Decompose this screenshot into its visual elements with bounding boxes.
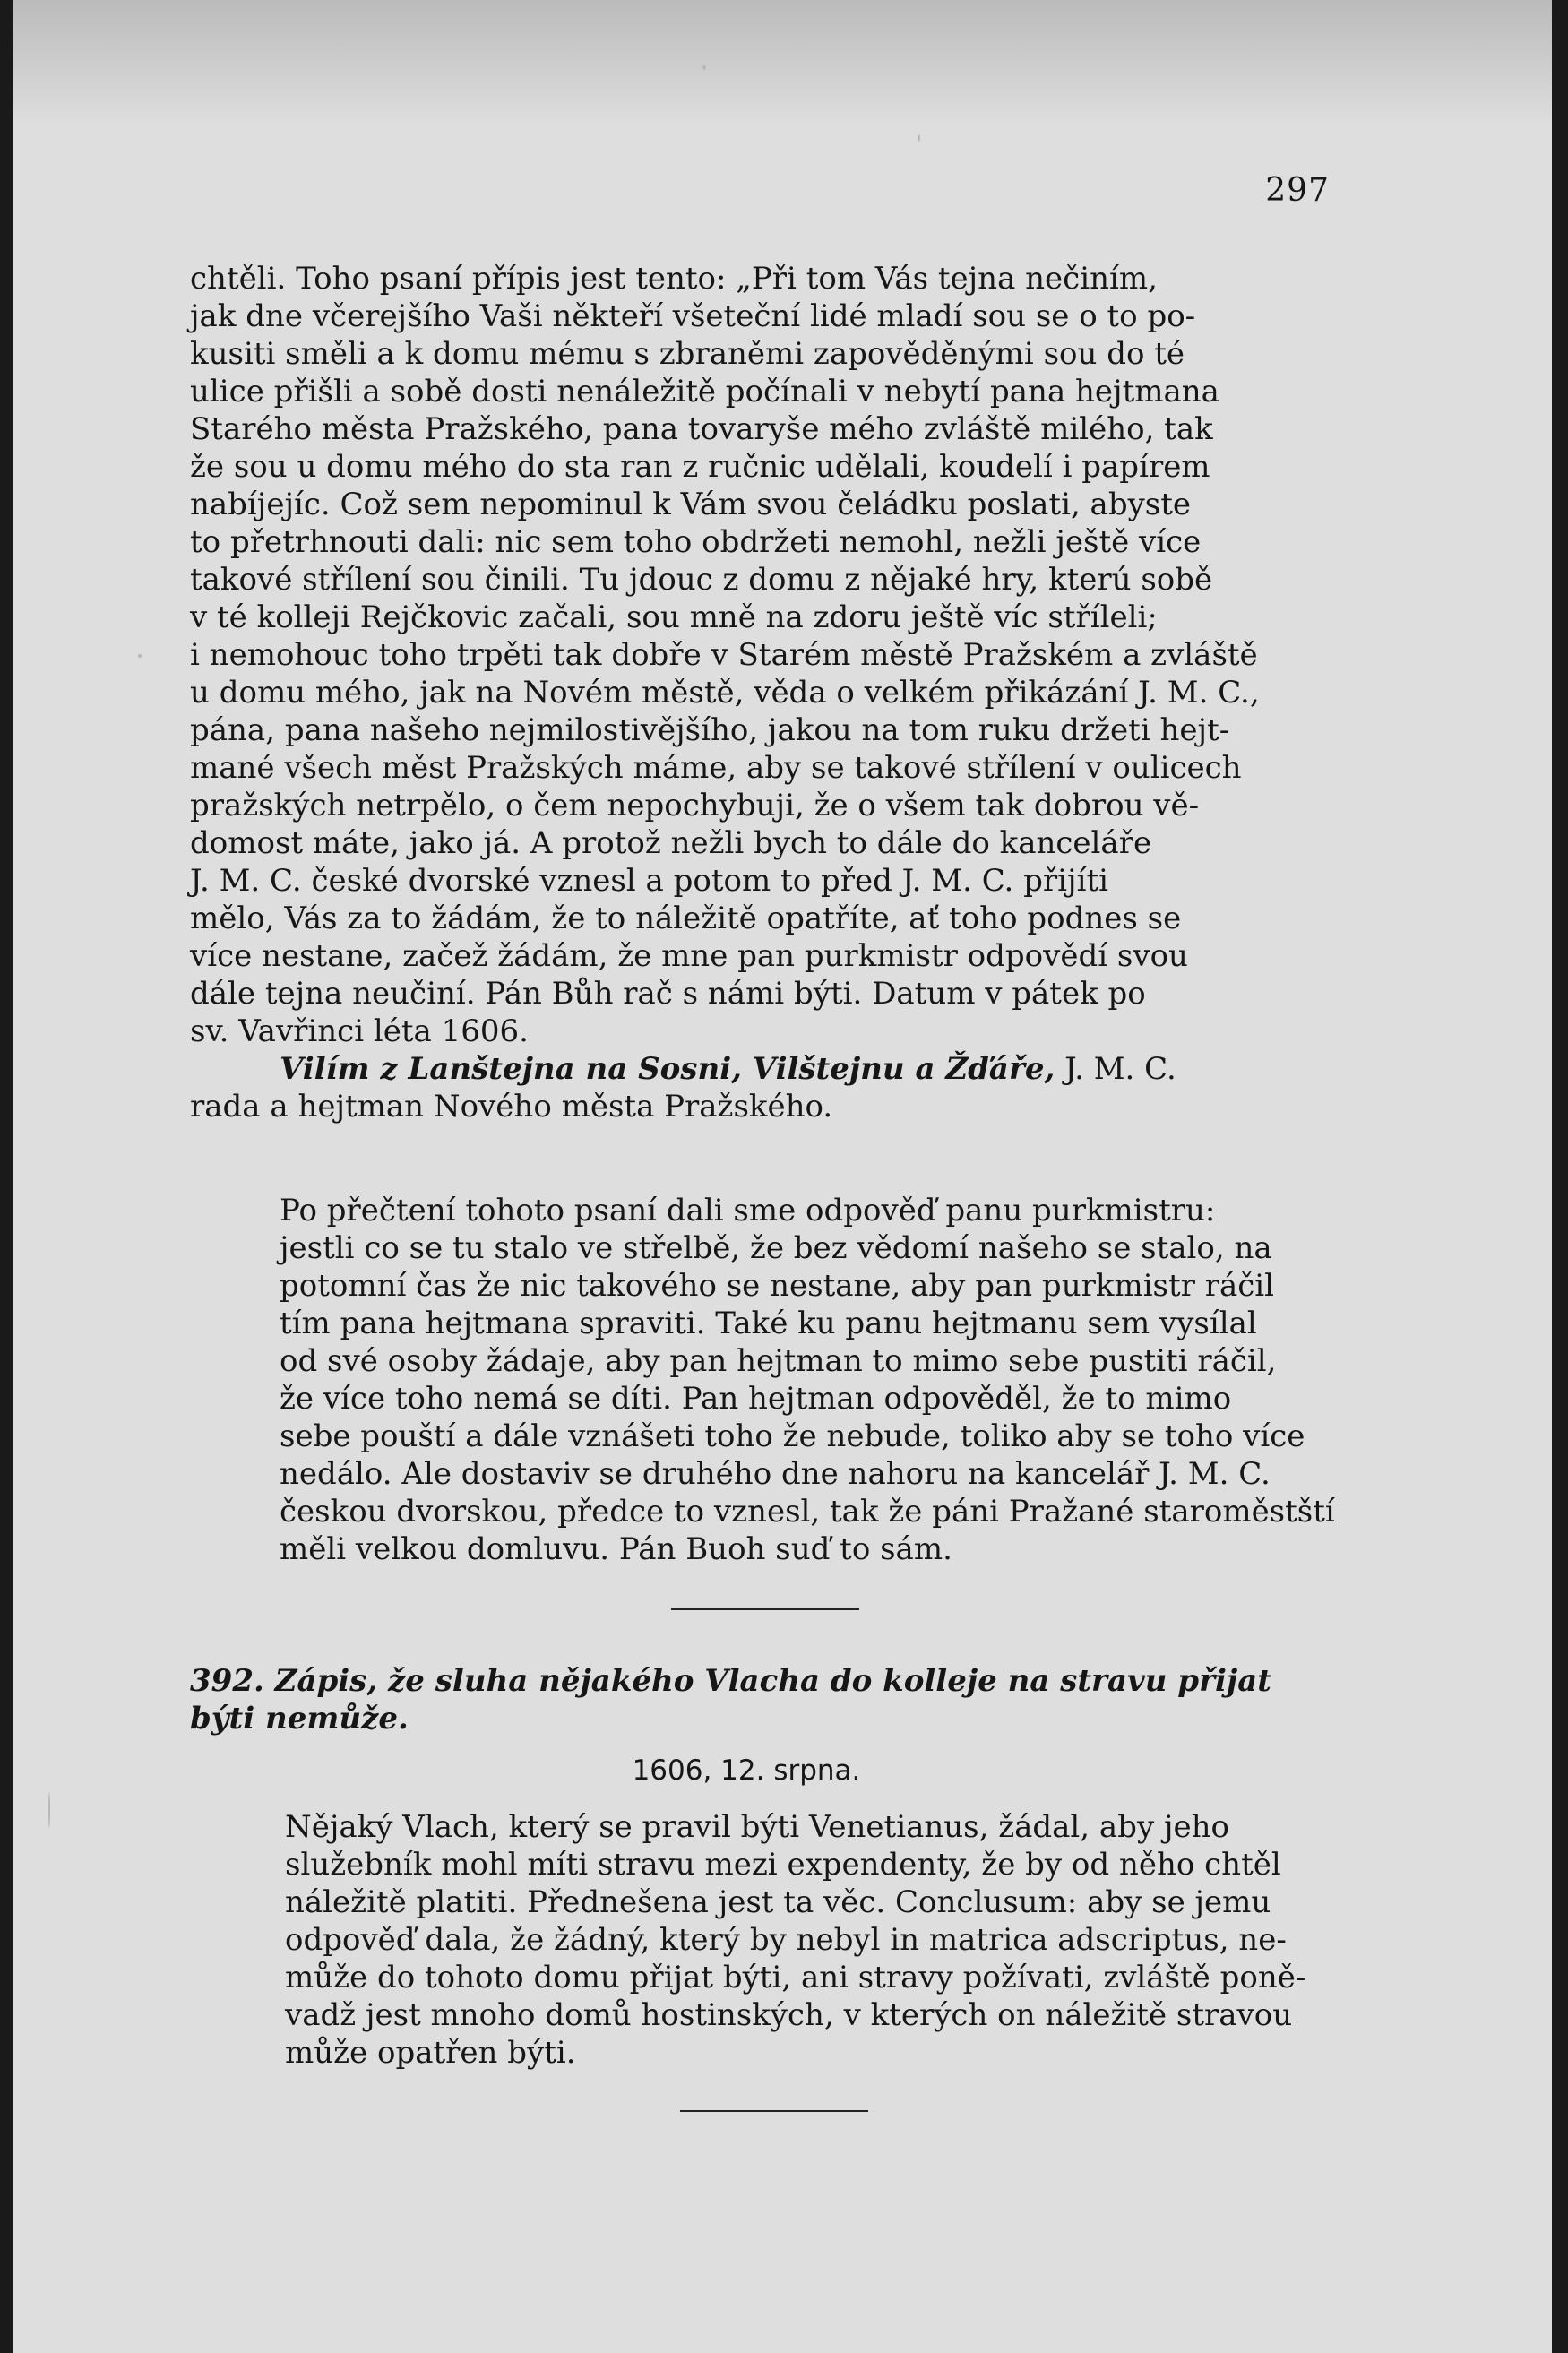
text-line: může do tohoto domu přijat býti, ani stravy požívati, zvláště poně- <box>285 1960 1306 1995</box>
text-line: Nějaký Vlach, který se pravil býti Venetianus, žádal, aby jeho <box>285 1809 1229 1845</box>
text-line: to přetrhnouti dali: nic sem toho obdržeti nemohl, nežli ještě více <box>190 524 1202 560</box>
text-line: Starého města Pražského, pana tovaryše mého zvláště milého, tak <box>190 411 1213 447</box>
text-line: že sou u domu mého do sta ran z ručnic udělali, koudelí i papírem <box>190 449 1210 485</box>
text-line: může opatřen býti. <box>285 2035 576 2071</box>
text-line: více nestane, začež žádám, že mne pan purkmistr odpovědí svou <box>190 938 1188 974</box>
text-line: i nemohouc toho trpěti tak dobře v Starém městě Pražském a zvláště <box>190 637 1258 673</box>
text-line: služebník mohl míti stravu mezi expendenty, že by od něho chtěl <box>285 1847 1281 1883</box>
text-line: jak dne včerejšího Vaši někteří všeteční lidé mladí sou se o to po- <box>190 298 1196 334</box>
text-line: mělo, Vás za to žádám, že to náležitě opatříte, ať toho podnes se <box>190 901 1182 936</box>
section-divider <box>671 1608 859 1610</box>
text-line: měli velkou domluvu. Pán Buoh suď to sám. <box>280 1531 952 1567</box>
text-line: jestli co se tu stalo ve střelbě, že bez vědomí našeho se stalo, na <box>280 1230 1272 1266</box>
letter-text <box>190 260 1317 1125</box>
entry-paragraph <box>195 1808 1317 2072</box>
entry-heading-line: 392. Zápis, že sluha nějakého Vlacha do kolleje na stravu přijat <box>190 1663 1271 1699</box>
page-top-shadow <box>13 0 1552 125</box>
entry-heading <box>190 1662 1317 1737</box>
text-line: J. M. C. české dvorské vznesl a potom to před J. M. C. přijíti <box>190 863 1108 899</box>
text-line: vadž jest mnoho domů hostinských, v kterých on náležitě stravou <box>285 1997 1293 2033</box>
document-page <box>13 0 1552 2353</box>
signature-title: J. M. C. <box>1055 1051 1176 1087</box>
text-line: ulice přišli a sobě dosti nenáležitě počínali v nebytí pana hejtmana <box>190 374 1219 409</box>
text-line: českou dvorskou, předce to vznesl, tak že páni Pražané staroměstští <box>280 1494 1335 1530</box>
text-line: náležitě platiti. Přednešena jest ta věc. Conclusum: aby se jemu <box>285 1884 1271 1920</box>
entry-date: 1606, 12. srpna. <box>632 1754 861 1787</box>
text-line: sebe pouští a dále vznášeti toho že nebude, toliko aby se toho více <box>280 1418 1305 1454</box>
entry-body <box>195 1808 1317 2072</box>
text-line: domost máte, jako já. A protož nežli bych to dále do kanceláře <box>190 825 1152 861</box>
text-line: pána, pana našeho nejmilostivějšího, jakou na tom ruku držeti hejt- <box>190 712 1230 748</box>
text-line: od své osoby žádaje, aby pan hejtman to mimo sebe pustiti ráčil, <box>280 1343 1277 1379</box>
response-paragraph <box>190 1192 1335 1568</box>
paper-speck <box>918 134 920 142</box>
page-number: 297 <box>1265 172 1330 209</box>
response-text <box>190 1192 1335 1568</box>
text-line: že více toho nemá se díti. Pan hejtman odpověděl, že to mimo <box>280 1381 1232 1417</box>
paper-speck <box>48 1792 50 1828</box>
section-divider <box>680 2110 868 2112</box>
text-line: odpověď dala, že žádný, který by nebyl in matrica adscriptus, ne- <box>285 1922 1287 1958</box>
text-line: kusiti směli a k domu mému s zbraněmi zapověděnými sou do té <box>190 336 1185 372</box>
text-line: mané všech měst Pražských máme, aby se takové střílení v oulicech <box>190 750 1242 786</box>
text-line: tím pana hejtmana spraviti. Také ku panu hejtmanu sem vysílal <box>280 1306 1257 1341</box>
entry-heading-line: býti nemůže. <box>190 1701 409 1737</box>
text-line: Po přečtení tohoto psaní dali sme odpověď panu purkmistru: <box>280 1193 1216 1228</box>
text-line: nedálo. Ale dostaviv se druhého dne nahoru na kancelář J. M. C. <box>280 1456 1271 1492</box>
text-line: sv. Vavřinci léta 1606. <box>190 1013 529 1049</box>
text-line: u domu mého, jak na Novém městě, věda o velkém přikázání J. M. C., <box>190 675 1260 711</box>
text-line: v té kolleji Rejčkovic začali, sou mně na zdoru ještě víc stříleli; <box>190 599 1158 635</box>
text-line: nabíjejíc. Což sem nepominul k Vám svou čeládku poslati, abyste <box>190 487 1192 522</box>
paper-speck <box>138 654 142 658</box>
text-line: pražských netrpělo, o čem nepochybuji, že o všem tak dobrou vě- <box>190 788 1200 823</box>
text-line: potomní čas že nic takového se nestane, aby pan purkmistr ráčil <box>280 1268 1275 1304</box>
signature-name: Vilím z Lanštejna na Sosni, Vilštejnu a Žďáře, <box>280 1051 1055 1087</box>
paper-speck <box>702 65 706 70</box>
signature <box>190 1050 1317 1088</box>
text-line: dále tejna neučiní. Pán Bůh rač s námi býti. Datum v pátek po <box>190 976 1146 1012</box>
letter-paragraph <box>190 260 1317 1050</box>
signature-office: rada a hejtman Nového města Pražského. <box>190 1089 833 1125</box>
text-line: takové střílení sou činili. Tu jdouc z domu z nějaké hry, kterú sobě <box>190 562 1213 598</box>
text-line: chtěli. Toho psaní přípis jest tento: „Při tom Vás tejna nečiním, <box>190 261 1158 297</box>
